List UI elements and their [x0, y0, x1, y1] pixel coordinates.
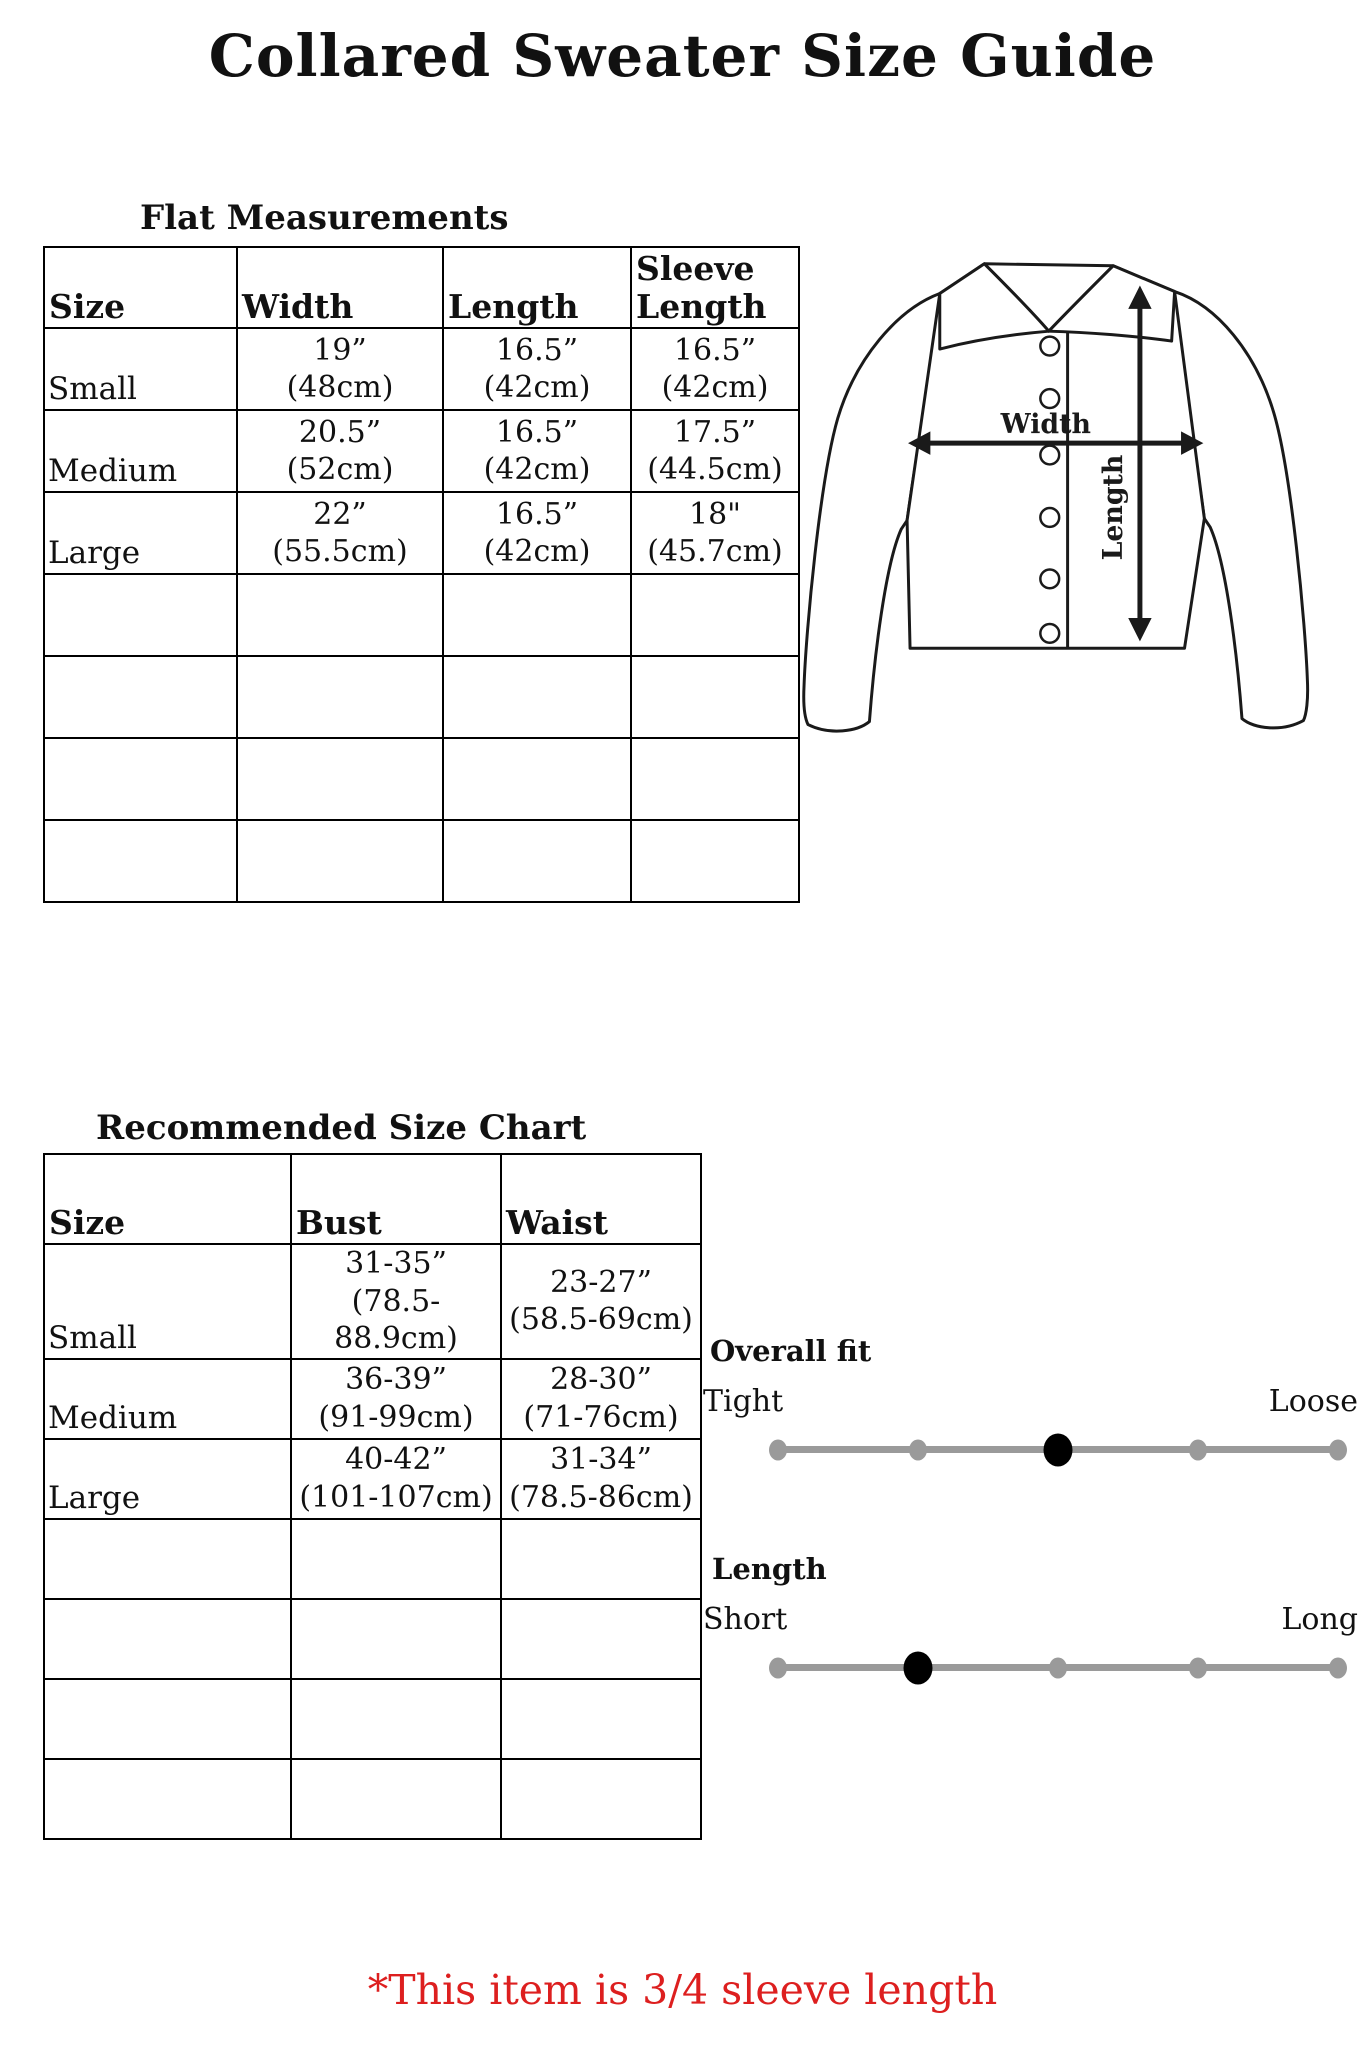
table-row-small — [44, 328, 799, 410]
value-cm: (42cm) — [661, 370, 769, 405]
value-inches: 19” — [313, 332, 367, 368]
slider-dot-3-selected — [1044, 1434, 1073, 1467]
value-cm: (78.5-86cm) — [509, 1479, 693, 1515]
value-inches: 17.5” — [673, 414, 757, 450]
bust-value — [291, 1439, 501, 1519]
empty-row — [44, 1679, 701, 1759]
sleeve-length-footnote: *This item is 3/4 sleeve length — [367, 1966, 998, 2014]
value-cm: (42cm) — [483, 534, 591, 569]
slider-dot-3 — [1049, 1658, 1067, 1679]
col-header-bust: Bust — [291, 1154, 501, 1244]
value-cm: (78.5-88.9cm) — [334, 1283, 458, 1356]
value-inches: 16.5” — [495, 496, 579, 532]
empty-row — [44, 574, 799, 656]
waist-value — [501, 1359, 701, 1439]
slider-dot-5 — [1329, 1658, 1347, 1679]
overall-fit-labels — [703, 1384, 1358, 1419]
flat-measurements-heading: Flat Measurements — [140, 198, 509, 238]
col-header-width: Width — [237, 247, 443, 328]
value-inches: 23-27” — [550, 1264, 652, 1300]
slider-dot-5 — [1329, 1440, 1347, 1461]
length-right-label: Long — [1281, 1602, 1358, 1637]
value-inches: 28-30” — [550, 1362, 652, 1397]
value-cm: (55.5cm) — [272, 534, 408, 569]
size-label: Small — [44, 1244, 291, 1359]
sleeve-value — [631, 410, 799, 492]
value-inches: 16.5” — [495, 414, 579, 450]
button — [1040, 446, 1059, 465]
length-fit-labels — [703, 1602, 1358, 1637]
value-cm: (44.5cm) — [647, 452, 783, 487]
col-header-sleeve-length: Sleeve Length — [631, 247, 799, 328]
button — [1040, 624, 1059, 643]
empty-row — [44, 738, 799, 820]
size-label: Small — [44, 328, 237, 410]
slider-dot-2-selected — [904, 1652, 933, 1685]
table-row-small — [44, 1244, 701, 1359]
size-label: Large — [44, 492, 237, 574]
length-value — [443, 410, 631, 492]
length-value — [443, 492, 631, 574]
empty-row — [44, 820, 799, 902]
value-cm: (101-107cm) — [299, 1479, 493, 1515]
recommended-size-chart-heading: Recommended Size Chart — [96, 1108, 587, 1148]
value-inches: 31-34” — [550, 1442, 652, 1477]
flat-header-row — [44, 247, 799, 328]
size-label: Medium — [44, 1359, 291, 1439]
page-title: Collared Sweater Size Guide — [208, 22, 1157, 90]
value-inches: 40-42” — [345, 1442, 447, 1477]
sweater-back-collar — [984, 264, 1113, 266]
rec-header-row — [44, 1154, 701, 1244]
sleeve-value — [631, 328, 799, 410]
empty-row — [44, 1599, 701, 1679]
sleeve-value — [631, 492, 799, 574]
col-header-size: Size — [44, 1154, 291, 1244]
overall-fit-right-label: Loose — [1268, 1384, 1358, 1419]
overall-fit-slider — [778, 1430, 1338, 1470]
button — [1040, 389, 1059, 408]
value-inches: 36-39” — [345, 1362, 447, 1397]
sweater-collar-right — [1049, 266, 1175, 341]
slider-dot-4 — [1189, 1440, 1207, 1461]
value-cm: (48cm) — [286, 370, 394, 405]
recommended-size-chart-table — [43, 1153, 702, 1840]
value-cm: (42cm) — [483, 370, 591, 405]
value-cm: (52cm) — [286, 452, 394, 487]
length-left-label: Short — [703, 1602, 788, 1637]
sweater-diagram — [798, 242, 1358, 782]
button — [1040, 508, 1059, 527]
value-cm: (42cm) — [483, 452, 591, 487]
bust-value — [291, 1244, 501, 1359]
slider-dot-4 — [1189, 1658, 1207, 1679]
value-inches: 31-35” — [345, 1246, 447, 1281]
col-header-waist: Waist — [501, 1154, 701, 1244]
size-label: Large — [44, 1439, 291, 1519]
flat-measurements-table — [43, 246, 800, 903]
button — [1040, 569, 1059, 588]
length-value — [443, 328, 631, 410]
button — [1040, 337, 1059, 356]
empty-row — [44, 1759, 701, 1839]
value-cm: (45.7cm) — [647, 534, 783, 569]
length-fit-title: Length — [712, 1552, 827, 1586]
empty-row — [44, 1519, 701, 1599]
value-inches: 22” — [313, 496, 367, 532]
slider-dot-1 — [769, 1658, 787, 1679]
waist-value — [501, 1244, 701, 1359]
width-arrow-label: Width — [1000, 409, 1091, 441]
value-inches: 16.5” — [495, 332, 579, 368]
value-cm: (71-76cm) — [523, 1399, 679, 1435]
col-header-size: Size — [44, 247, 237, 328]
table-row-large — [44, 492, 799, 574]
table-row-medium — [44, 1359, 701, 1439]
col-header-length: Length — [443, 247, 631, 328]
table-row-medium — [44, 410, 799, 492]
slider-dot-2 — [909, 1440, 927, 1461]
value-cm: (58.5-69cm) — [509, 1302, 693, 1338]
width-value — [237, 492, 443, 574]
overall-fit-left-label: Tight — [703, 1384, 784, 1419]
value-inches: 20.5” — [298, 414, 382, 450]
length-slider — [778, 1648, 1338, 1688]
value-inches: 18" — [689, 496, 741, 532]
slider-dot-1 — [769, 1440, 787, 1461]
overall-fit-title: Overall fit — [710, 1334, 872, 1368]
length-arrow-label: Length — [1098, 454, 1130, 561]
width-value — [237, 328, 443, 410]
value-cm: (91-99cm) — [318, 1399, 474, 1435]
empty-row — [44, 656, 799, 738]
size-label: Medium — [44, 410, 237, 492]
table-row-large — [44, 1439, 701, 1519]
value-inches: 16.5” — [673, 332, 757, 368]
width-value — [237, 410, 443, 492]
bust-value — [291, 1359, 501, 1439]
waist-value — [501, 1439, 701, 1519]
